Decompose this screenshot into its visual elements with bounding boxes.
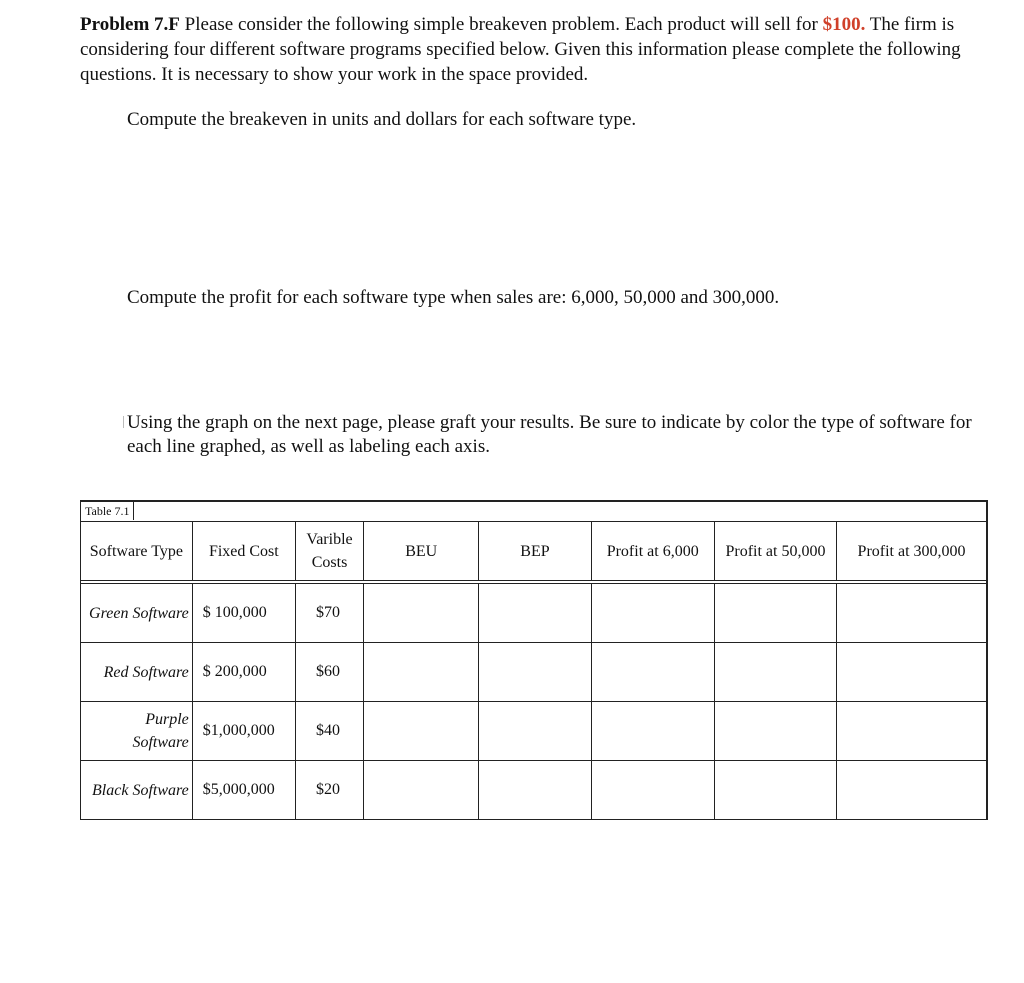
- table-row: [81, 584, 986, 643]
- header-profit-50000: Profit at 50,000: [714, 522, 836, 581]
- question-profit: Compute the profit for each software type when sales are: 6,000, 50,000 and 300,000.: [127, 287, 780, 308]
- profit-300000-cell[interactable]: [837, 584, 986, 643]
- profit-50000-cell[interactable]: [714, 702, 836, 761]
- row-variable-cost: $40: [295, 702, 363, 761]
- bep-cell[interactable]: [479, 643, 591, 702]
- question-breakeven: Compute the breakeven in units and dollars for each software type.: [127, 109, 637, 130]
- table-row: [81, 643, 986, 702]
- header-bep: BEP: [479, 522, 591, 581]
- row-fixed-cost: $ 100,000: [192, 584, 295, 643]
- profit-50000-cell[interactable]: [714, 643, 836, 702]
- bep-cell[interactable]: [479, 761, 591, 820]
- row-fixed-cost: $ 200,000: [192, 643, 295, 702]
- table-caption-row: [81, 502, 986, 522]
- row-name: Green Software: [81, 584, 192, 643]
- intro-text-1: Please consider the following simple breakeven problem. Each product will sell for: [179, 14, 823, 35]
- beu-cell[interactable]: [364, 761, 479, 820]
- table-caption: Table 7.1: [81, 502, 134, 520]
- row-name: Purple Software: [81, 702, 192, 761]
- breakeven-table: [80, 500, 988, 820]
- bep-cell[interactable]: [479, 702, 591, 761]
- profit-300000-cell[interactable]: [837, 643, 986, 702]
- header-variable-costs: Varible Costs: [295, 522, 363, 581]
- profit-6000-cell[interactable]: [591, 702, 714, 761]
- row-variable-cost: $60: [295, 643, 363, 702]
- price-value: $100.: [822, 14, 866, 35]
- header-beu: BEU: [364, 522, 479, 581]
- profit-50000-cell[interactable]: [714, 761, 836, 820]
- beu-cell[interactable]: [364, 584, 479, 643]
- profit-6000-cell[interactable]: [591, 584, 714, 643]
- problem-intro: [80, 12, 1015, 87]
- row-variable-cost: $20: [295, 761, 363, 820]
- header-fixed-cost: Fixed Cost: [192, 522, 295, 581]
- question-graph: Using the graph on the next page, please graft your results. Be sure to indicate by color the type of software for each line graphed, as well as labeling each axis.: [127, 411, 987, 459]
- profit-6000-cell[interactable]: [591, 643, 714, 702]
- bep-cell[interactable]: [479, 584, 591, 643]
- header-profit-300000: Profit at 300,000: [837, 522, 986, 581]
- profit-50000-cell[interactable]: [714, 584, 836, 643]
- row-name: Red Software: [81, 643, 192, 702]
- beu-cell[interactable]: [364, 643, 479, 702]
- table-row: [81, 761, 986, 820]
- intro-text-2: The firm is considering four different software programs specified below. Given this information please complete the following questions. It is necessary to show your work in the space provided.: [80, 14, 961, 85]
- row-variable-cost: $70: [295, 584, 363, 643]
- row-fixed-cost: $5,000,000: [192, 761, 295, 820]
- row-name: Black Software: [81, 761, 192, 820]
- table-header-row: [81, 522, 986, 581]
- profit-300000-cell[interactable]: [837, 761, 986, 820]
- software-table: [81, 522, 986, 819]
- table-row: [81, 702, 986, 761]
- beu-cell[interactable]: [364, 702, 479, 761]
- profit-6000-cell[interactable]: [591, 761, 714, 820]
- profit-300000-cell[interactable]: [837, 702, 986, 761]
- header-profit-6000: Profit at 6,000: [591, 522, 714, 581]
- row-fixed-cost: $1,000,000: [192, 702, 295, 761]
- problem-label: Problem 7.F: [80, 14, 180, 35]
- header-software-type: Software Type: [81, 522, 192, 581]
